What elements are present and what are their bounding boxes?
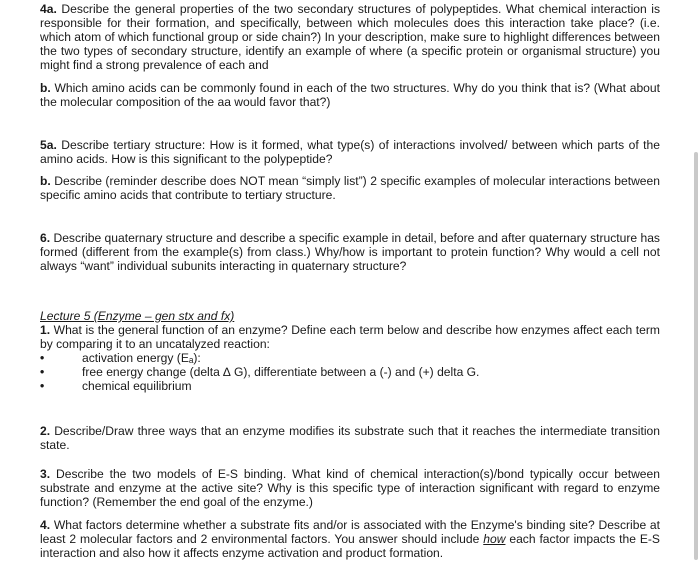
question-5a — [40, 138, 660, 166]
scrollbar[interactable] — [694, 152, 698, 560]
question-label: 4. — [40, 518, 51, 532]
question-l2 — [40, 424, 660, 452]
question-l3 — [40, 467, 660, 509]
question-l4 — [40, 518, 660, 560]
question-text: Describe quaternary structure and describe a specific example in detail, before and after quaternary structure has formed (different from the example(s) from class.) Why/how is important to protein function? Why would a cell not always “want” individual subunits interacting in quaternary structure? — [40, 231, 660, 273]
question-label: 4a. — [40, 2, 57, 16]
lecture-heading: Lecture 5 (Enzyme – gen stx and fx) — [40, 309, 235, 323]
question-label: 2. — [40, 424, 51, 438]
term-list — [40, 351, 660, 393]
bullet-icon: • — [40, 365, 45, 379]
term-text: chemical equilibrium — [82, 379, 192, 393]
emphasis-word: how — [483, 532, 506, 546]
question-text: What is the general function of an enzyme? Define each term below and describe how enzymes affect each term by comparing it to an uncatalyzed reaction: — [40, 323, 660, 351]
question-label: 3. — [40, 467, 51, 481]
term-text: free energy change (delta ∆ G), differentiate between a (-) and (+) delta G. — [82, 365, 480, 379]
question-text: Describe/Draw three ways that an enzyme modifies its substrate such that it reaches the intermediate transition state. — [40, 424, 660, 452]
question-label: 6. — [40, 231, 51, 245]
bullet-icon: • — [40, 379, 45, 393]
question-text: What factors determine whether a substrate fits and/or is associated with the Enzyme's binding site? Describe at least 2 molecular factors and 2 environmental factors. You answer should include — [40, 518, 660, 546]
list-item — [40, 351, 660, 365]
question-4b — [40, 81, 660, 109]
list-item — [40, 365, 660, 379]
question-text: Which amino acids can be commonly found in each of the two structures. Why do you think that is? (What about the molecular composition of the aa would favor that?) — [40, 81, 660, 109]
question-text: Describe tertiary structure: How is it formed, what type(s) of interactions involved/ between which parts of the amino acids. How is this significant to the polypeptide? — [40, 138, 660, 166]
term-text: activation energy (Eₐ): — [82, 351, 201, 365]
question-text: Describe (reminder describe does NOT mean “simply list”) 2 specific examples of molecular interactions between specific amino acids that contribute to tertiary structure. — [40, 174, 660, 202]
question-label: b. — [40, 174, 51, 188]
question-5b — [40, 174, 660, 202]
question-label: b. — [40, 81, 51, 95]
question-text-end: each factor impacts the E-S interaction and also how it affects enzyme activation and product formation. — [40, 532, 660, 560]
list-item — [40, 379, 660, 393]
question-4a — [40, 2, 660, 72]
bullet-icon: • — [40, 351, 45, 365]
question-label: 1. — [40, 323, 51, 337]
lecture-5-section — [40, 309, 660, 393]
question-6 — [40, 231, 660, 273]
question-text: Describe the two models of E-S binding. What kind of chemical interaction(s)/bond typically occur between substrate and enzyme at the active site? Why is this specific type of interaction significant with regard to enzyme function? (Remember the end goal of the enzyme.) — [40, 467, 660, 509]
question-text: Describe the general properties of the two secondary structures of polypeptides. What chemical interaction is responsible for their formation, and specifically, between which molecules does this interaction take place? (i.e. which atom of which functional group or side chain?) In your description, make sure to highlight differences between the two types of secondary structure, identify an example of where (a specific protein or organismal structure) you might find a strong prevalence of each and — [40, 2, 660, 72]
question-label: 5a. — [40, 138, 57, 152]
